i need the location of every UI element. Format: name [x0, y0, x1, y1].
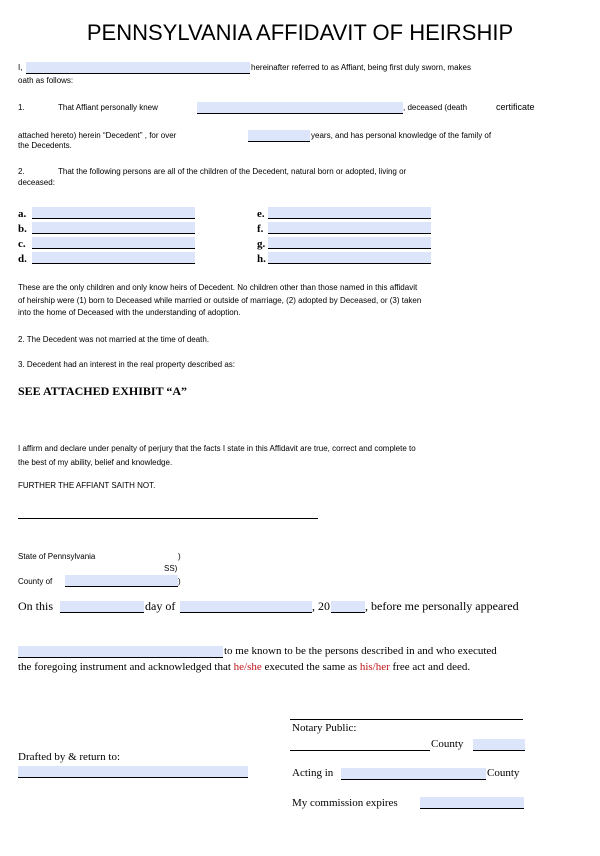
commission-label: My commission expires [292, 797, 398, 809]
child-label-f: f. [257, 223, 264, 235]
ack-line2b: executed the same as [264, 661, 358, 673]
child-field-a[interactable] [32, 207, 195, 219]
venue-state: State of Pennsylvania [18, 552, 96, 561]
venue-ss: SS) [164, 564, 178, 573]
drafted-by-field[interactable] [18, 766, 248, 778]
decedent-name-field[interactable] [197, 102, 403, 114]
notary-county-label: County [431, 738, 464, 750]
ack-before: , before me personally appeared [365, 599, 519, 613]
para1-text-a: That Affiant personally knew [58, 103, 158, 112]
para1-text-e: the Decedents. [18, 141, 72, 150]
only-children-line2: of heirship were (1) born to Deceased while married or outside of marriage, (2) adopted by Deceased, or (3) taken [18, 296, 422, 305]
para1-number: 1. [18, 103, 25, 112]
ack-his-her: his/her [359, 661, 390, 673]
affiant-name-field[interactable] [26, 62, 250, 74]
child-label-h: h. [257, 253, 266, 265]
venue-paren2: ) [178, 577, 181, 586]
only-children-line1: These are the only children and only know heirs of Decedent. No children other than those named in this affidavit [18, 283, 418, 292]
exhibit-heading: SEE ATTACHED EXHIBIT “A” [18, 384, 188, 398]
child-label-a: a. [18, 208, 27, 220]
ack-he-she: he/she [233, 661, 262, 673]
affirm-line1: I affirm and declare under penalty of perjury that the facts I state in this Affidavit are true, correct and complete to [18, 444, 416, 453]
notary-name-line[interactable] [290, 739, 430, 751]
para2-text: That the following persons are all of the children of the Decedent, natural born or adopted, living or [58, 167, 407, 176]
commission-field[interactable] [420, 797, 524, 809]
child-field-d[interactable] [32, 252, 195, 264]
ack-line2 [18, 661, 470, 673]
ack-line2c: free act and deed. [392, 661, 471, 673]
notary-county-field[interactable] [473, 739, 525, 751]
item3-text: 3. Decedent had an interest in the real property described as: [18, 360, 236, 369]
child-label-e: e. [257, 208, 265, 220]
ack-line2a: the foregoing instrument and acknowledged that [18, 661, 231, 673]
item2-text: 2. The Decedent was not married at the time of death. [18, 335, 210, 344]
notary-public-label: Notary Public: [292, 722, 357, 734]
child-label-g: g. [257, 238, 266, 250]
child-label-d: d. [18, 253, 27, 265]
page-title: PENNSYLVANIA AFFIDAVIT OF HEIRSHIP [86, 20, 514, 45]
affirm-line2: the best of my ability, belief and knowledge. [18, 458, 173, 467]
only-children-line3: into the home of Deceased with the understanding of adoption. [18, 308, 241, 317]
child-field-g[interactable] [268, 237, 431, 249]
child-field-h[interactable] [268, 252, 431, 264]
ack-year-prefix: , 20 [312, 599, 330, 613]
intro-prefix: I, [18, 63, 23, 72]
intro-line2: oath as follows: [18, 76, 74, 85]
child-field-c[interactable] [32, 237, 195, 249]
ack-on-this: On this [18, 599, 54, 613]
child-label-c: c. [18, 238, 26, 250]
ack-day-field[interactable] [60, 601, 144, 613]
para1-text-c: attached hereto) herein “Decedent” , for over [18, 131, 177, 140]
para1-text-b: , deceased (death [403, 103, 468, 112]
para1-text-b2: certificate [496, 102, 535, 112]
child-field-b[interactable] [32, 222, 195, 234]
acting-county-label: County [487, 767, 520, 779]
drafted-by-label: Drafted by & return to: [18, 751, 121, 763]
child-label-b: b. [18, 223, 27, 235]
ack-day-of: day of [145, 599, 176, 613]
notary-signature-line[interactable] [290, 719, 523, 720]
ack-year-field[interactable] [331, 601, 365, 613]
years-known-field[interactable] [248, 130, 310, 142]
acting-in-label: Acting in [292, 767, 334, 779]
acting-in-field[interactable] [341, 768, 486, 780]
para2-text2: deceased: [18, 178, 55, 187]
para2-number: 2. [18, 167, 25, 176]
ack-month-field[interactable] [180, 601, 312, 613]
para1-text-d: years, and has personal knowledge of the family of [311, 131, 492, 140]
intro-suffix: hereinafter referred to as Affiant, being first duly sworn, makes [251, 63, 471, 72]
affiant-signature-line[interactable] [18, 518, 318, 519]
ack-known: to me known to be the persons described in and who executed [224, 645, 497, 657]
venue-paren1: ) [178, 552, 181, 561]
venue-county-field[interactable] [65, 575, 178, 587]
child-field-f[interactable] [268, 222, 431, 234]
venue-county-label: County of [18, 577, 53, 586]
child-field-e[interactable] [268, 207, 431, 219]
ack-persons-field[interactable] [18, 646, 223, 658]
further-affiant: FURTHER THE AFFIANT SAITH NOT. [18, 481, 156, 490]
